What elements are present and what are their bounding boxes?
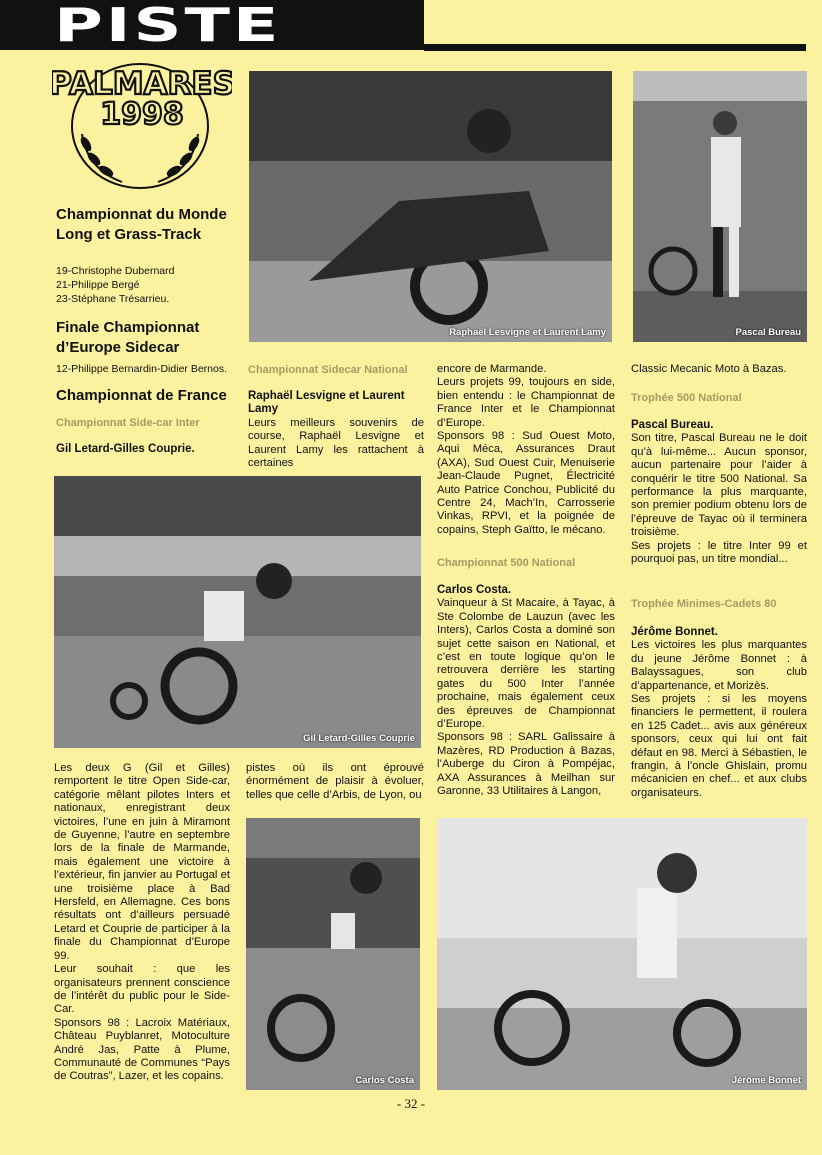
paragraph: Sponsors 98 : SARL Galissaire à Mazères, RD Production à Bazas, l’Auberge du Ciron à Pompéjac, AXA Assurances à Meilhan sur Garonne, 33 Utilitaires à Langon, <box>437 731 615 798</box>
500-national-head: Championnat 500 National <box>437 557 576 569</box>
photo-pascal-bureau <box>633 71 807 342</box>
photo-letard-couprie <box>54 476 421 748</box>
column-3-bottom <box>437 584 615 799</box>
paragraph: Leur souhait : que les organisateurs prennent conscience de l’intérêt du public pour le Side-Car. <box>54 963 230 1016</box>
result-line: 23-Stéphane Trésarrieu. <box>56 293 170 305</box>
paragraph: Classic Mecanic Moto à Bazas. <box>631 363 787 375</box>
photo-caption: Jérôme Bonnet <box>731 1075 801 1086</box>
emblem-title: PALMARES <box>52 66 232 102</box>
page-number: - 32 - <box>396 1096 426 1111</box>
column-4-bottom <box>631 626 807 800</box>
inter-section-head: Championnat Side-car Inter <box>56 417 200 429</box>
column-1-bottom <box>54 762 230 1084</box>
sidecar-national-winner: Raphaël Lesvigne et Laurent Lamy <box>248 390 405 416</box>
sidecar-national-head: Championnat Sidecar National <box>248 364 408 376</box>
palmares-emblem <box>52 44 232 194</box>
trophy-500-head: Trophée 500 National <box>631 392 742 404</box>
page-title: PISTE <box>54 0 282 52</box>
photo-carlos-costa <box>246 818 420 1090</box>
column-4-mid <box>631 419 807 566</box>
paragraph: Son titre, Pascal Bureau ne le doit qu’à lui-même... Aucun sponsor, aucun partenaire pour l’aider à conquérir le titre 500 National. Sa performance la plus marquante, son premier podium obtenu lors de l’épreuve de Tayac où il terminera troisième. <box>631 432 807 539</box>
euro-result: 12-Philippe Bernardin-Didier Bernos. <box>56 363 228 375</box>
photo-lesvigne-lamy <box>249 71 612 342</box>
500-national-winner: Carlos Costa. <box>437 584 512 596</box>
paragraph: Sponsors 98 : Sud Ouest Moto, Aqui Méca, Assurances Draut (AXA), Sud Ouest Cuir, Menuiserie Jean-Claude Pugnet, Électricité Auto Patrice Conchou, Publicité du Centre 24, Mach’In, Carrosserie Vinkas, RPVI, et la poignée de copains, Steph Gaïtto, le mécano. <box>437 430 615 536</box>
paragraph: Ses projets : si les moyens financiers le permettent, il roulera en 125 Cadet... avis aux généreux sponsors, ceux qui lui ont fait défaut en 98. Merci à Sébastien, le frangin, à l’oncle Ghislain, promu mécanicien en chef... et aux clubs organisateurs. <box>631 693 807 799</box>
photo-caption: Gil Letard-Gilles Couprie <box>303 733 415 744</box>
photo-caption: Pascal Bureau <box>735 327 801 338</box>
emblem-year: 1998 <box>100 97 184 132</box>
paragraph: Vainqueur à St Macaire, à Tayac, à Ste Colombe de Lauzun (avec les Inters), Carlos Costa a dominé son sujet cette saison en National, et c’est en toute logique qu’on le retrouvera derrière les starting gates du 500 Inter l’année prochaine, mais également ceux des épreuves de Championnat d’Europe. <box>437 597 615 731</box>
column-3-top <box>437 363 615 537</box>
euro-final-title: Finale Championnat d’Europe Sidecar <box>56 319 200 356</box>
paragraph: Les deux G (Gil et Gilles) remportent le titre Open Side-car, catégorie mêlant pilotes Inters et nationaux, enregistrant deux victoires, l’une en juin à Miramont de Guyenne, l’autre en septembre lors de la finale de Marmande, mais également une victoire à l’extérieur, fin janvier au Portugal et une troisième place à Bad Hersfeld, en Allemagne. Ces bons résultats ont d’ailleurs persuadé Letard et Couprie de participer à la finale du Championnat d’Europe 99. <box>54 762 230 962</box>
inter-winner: Gil Letard-Gilles Couprie. <box>56 443 195 455</box>
sidecar-national-text-cont: pistes où ils ont éprouvé énormément de plaisir à évoluer, telles que celle d’Arbis, de Lyon, ou <box>246 762 424 801</box>
sidecar-national-text: Leurs meilleurs souvenirs de course, Raphaël Lesvigne et Laurent Lamy les rattachent à certaines <box>248 417 424 470</box>
paragraph: Leurs projets 99, toujours en side, bien entendu : le Championnat de France Inter et le Championnat d’Europe. <box>437 376 615 429</box>
paragraph: Ses projets : le titre Inter 99 et pourquoi pas, un titre mondial... <box>631 539 807 566</box>
world-results <box>56 264 241 306</box>
paragraph: Les victoires les plus marquantes du jeune Jérôme Bonnet : à Balayssagues, son club d’appartenance, et Morizès. <box>631 639 807 692</box>
paragraph: encore de Marmande. <box>437 363 547 375</box>
paragraph: Sponsors 98 : Lacroix Matériaux, Château Puyblanret, Motoculture André Jas, Patte à Plume, Communauté de Communes “Pays de Coutras”, Lazer, et les copains. <box>54 1016 230 1083</box>
minimes-cadets-winner: Jérôme Bonnet. <box>631 626 718 638</box>
result-line: 21-Philippe Bergé <box>56 279 140 291</box>
minimes-cadets-head: Trophée Minimes-Cadets 80 <box>631 598 777 610</box>
photo-caption: Raphaël Lesvigne et Laurent Lamy <box>449 327 606 338</box>
result-line: 19-Christophe Dubernard <box>56 265 175 277</box>
header-rule <box>424 44 806 51</box>
photo-jerome-bonnet <box>437 818 807 1090</box>
photo-caption: Carlos Costa <box>355 1075 414 1086</box>
world-championship-title: Championnat du Monde Long et Grass-Track <box>56 206 227 243</box>
trophy-500-winner: Pascal Bureau. <box>631 419 714 431</box>
france-title: Championnat de France <box>56 387 227 404</box>
